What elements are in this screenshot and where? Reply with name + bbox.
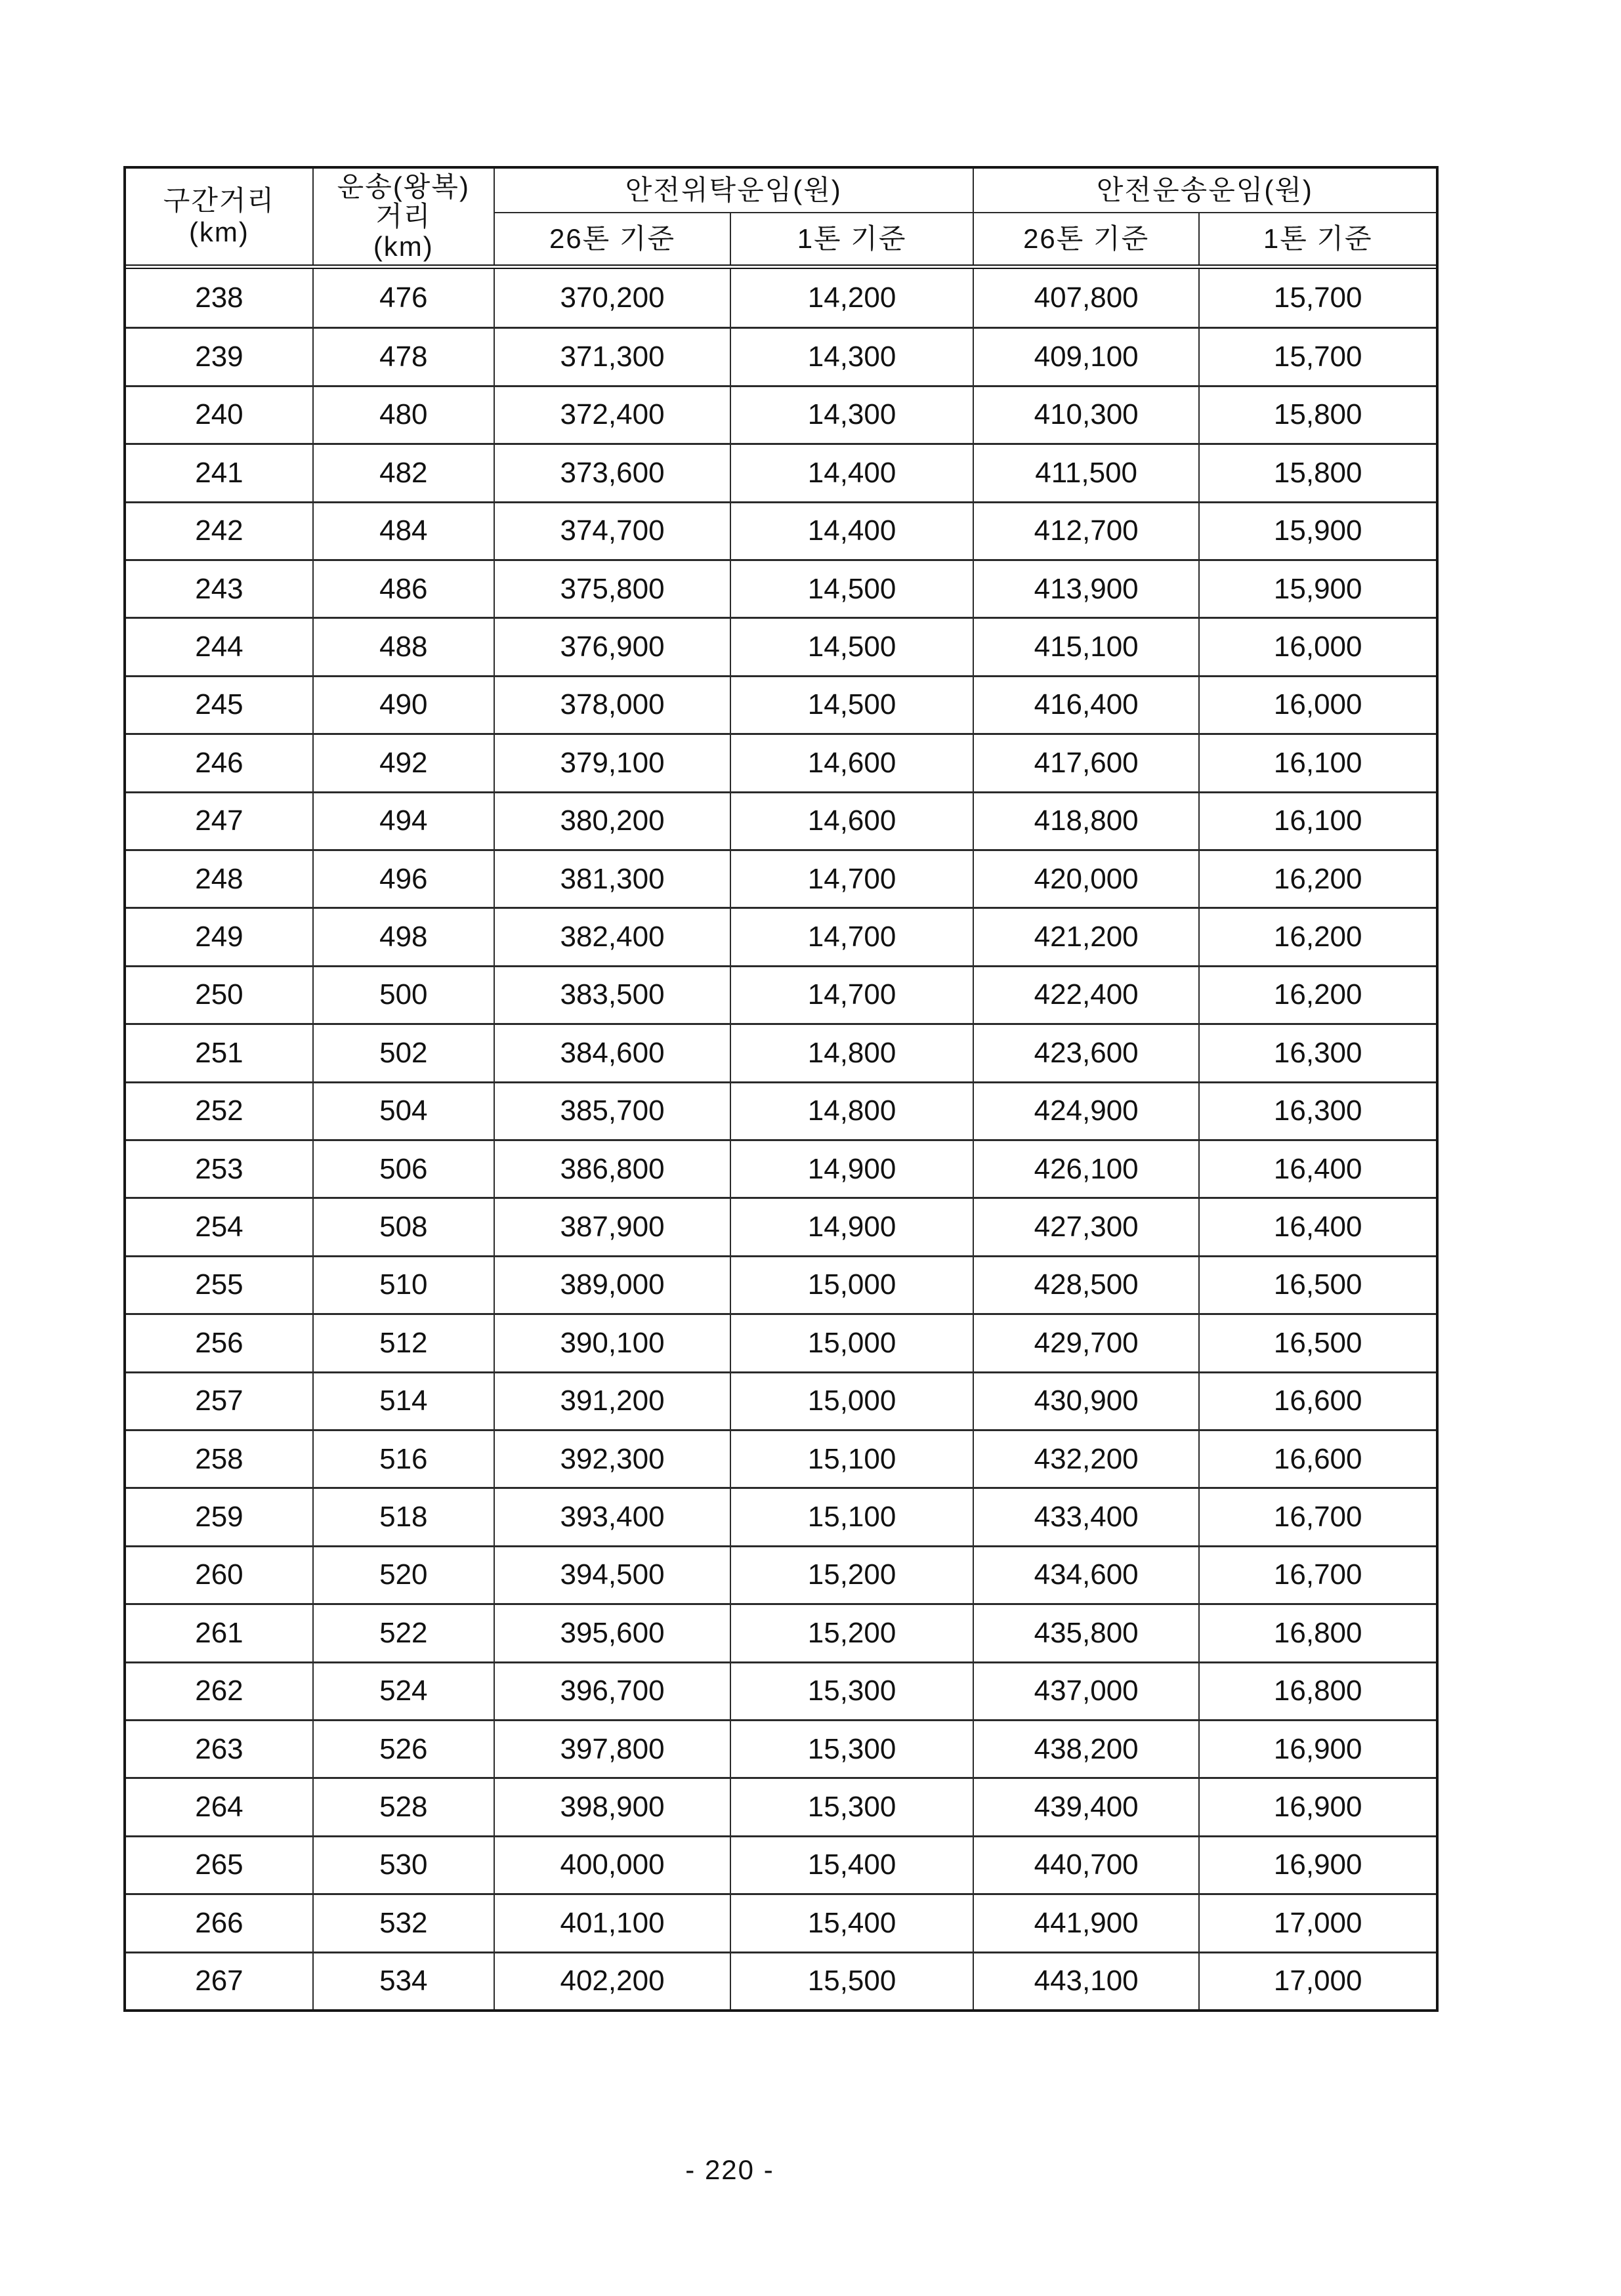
table-row <box>126 1603 1436 1661</box>
cell-consignment-fare-26t: 382,400 <box>494 909 730 965</box>
cell-section-distance-km: 249 <box>195 921 243 953</box>
cell-consignment-fare-26t: 396,700 <box>494 1663 730 1719</box>
cell-transport-fare-1t: 16,900 <box>1198 1837 1436 1893</box>
cell-transport-fare-26t: 429,700 <box>973 1315 1199 1371</box>
table-row <box>126 1139 1436 1197</box>
cell-transport-fare-26t: 433,400 <box>973 1489 1199 1545</box>
table-row <box>126 269 1436 327</box>
table-body <box>126 269 1436 2009</box>
table-row <box>126 385 1436 443</box>
cell-consignment-fare-26t: 402,200 <box>494 1953 730 2009</box>
cell-roundtrip-distance-km: 532 <box>312 1895 494 1951</box>
cell-section-distance-km: 258 <box>195 1442 243 1475</box>
cell-consignment-fare-26t: 394,500 <box>494 1547 730 1603</box>
cell-consignment-fare-1t: 14,400 <box>730 445 973 501</box>
cell-section-distance-km: 252 <box>195 1095 243 1127</box>
cell-transport-fare-1t: 16,500 <box>1198 1257 1436 1313</box>
cell-roundtrip-distance-km: 514 <box>312 1373 494 1429</box>
cell-transport-fare-1t: 16,800 <box>1198 1663 1436 1719</box>
cell-consignment-fare-26t: 385,700 <box>494 1083 730 1139</box>
cell-consignment-fare-26t: 393,400 <box>494 1489 730 1545</box>
cell-consignment-fare-1t: 14,500 <box>730 619 973 675</box>
cell-consignment-fare-26t: 379,100 <box>494 735 730 791</box>
cell-section-distance-km: 246 <box>195 746 243 779</box>
cell-transport-fare-26t: 427,300 <box>973 1199 1199 1255</box>
cell-transport-fare-26t: 409,100 <box>973 329 1199 385</box>
cell-consignment-fare-1t: 15,200 <box>730 1547 973 1603</box>
cell-consignment-fare-26t: 386,800 <box>494 1141 730 1197</box>
cell-consignment-fare-1t: 14,700 <box>730 909 973 965</box>
cell-consignment-fare-1t: 14,200 <box>730 269 973 327</box>
table-row <box>126 849 1436 907</box>
cell-transport-fare-26t: 421,200 <box>973 909 1199 965</box>
cell-transport-fare-1t: 16,400 <box>1198 1199 1436 1255</box>
cell-transport-fare-1t: 16,900 <box>1198 1721 1436 1777</box>
cell-consignment-fare-26t: 395,600 <box>494 1605 730 1661</box>
cell-section-distance-km: 267 <box>195 1965 243 1997</box>
table-row <box>126 733 1436 791</box>
cell-transport-fare-26t: 437,000 <box>973 1663 1199 1719</box>
cell-consignment-fare-1t: 14,600 <box>730 735 973 791</box>
cell-consignment-fare-26t: 387,900 <box>494 1199 730 1255</box>
cell-consignment-fare-26t: 374,700 <box>494 503 730 559</box>
cell-transport-fare-1t: 16,600 <box>1198 1373 1436 1429</box>
cell-transport-fare-26t: 423,600 <box>973 1025 1199 1081</box>
table-row <box>126 907 1436 965</box>
cell-roundtrip-distance-km: 508 <box>312 1199 494 1255</box>
cell-roundtrip-distance-km: 526 <box>312 1721 494 1777</box>
header-transport-1t: 1톤 기준 <box>1198 213 1436 264</box>
cell-roundtrip-distance-km: 492 <box>312 735 494 791</box>
cell-transport-fare-26t: 410,300 <box>973 387 1199 443</box>
table-row <box>126 1777 1436 1835</box>
cell-consignment-fare-1t: 15,400 <box>730 1837 973 1893</box>
cell-consignment-fare-26t: 400,000 <box>494 1837 730 1893</box>
cell-roundtrip-distance-km: 512 <box>312 1315 494 1371</box>
cell-roundtrip-distance-km: 486 <box>312 561 494 617</box>
table-row <box>126 675 1436 733</box>
cell-roundtrip-distance-km: 518 <box>312 1489 494 1545</box>
table-row <box>126 1313 1436 1371</box>
cell-roundtrip-distance-km: 506 <box>312 1141 494 1197</box>
cell-consignment-fare-1t: 14,800 <box>730 1083 973 1139</box>
table-row <box>126 1545 1436 1603</box>
cell-transport-fare-26t: 435,800 <box>973 1605 1199 1661</box>
cell-transport-fare-26t: 424,900 <box>973 1083 1199 1139</box>
cell-section-distance-km: 266 <box>195 1906 243 1939</box>
cell-consignment-fare-26t: 381,300 <box>494 851 730 907</box>
header-roundtrip-distance-line2: 거리 <box>375 201 432 232</box>
cell-consignment-fare-26t: 378,000 <box>494 677 730 733</box>
cell-section-distance-km: 257 <box>195 1385 243 1417</box>
cell-section-distance-km: 238 <box>195 282 243 314</box>
cell-consignment-fare-26t: 397,800 <box>494 1721 730 1777</box>
cell-section-distance-km: 243 <box>195 572 243 605</box>
cell-transport-fare-26t: 438,200 <box>973 1721 1199 1777</box>
cell-section-distance-km: 261 <box>195 1616 243 1649</box>
table-row <box>126 1952 1436 2009</box>
table-row <box>126 501 1436 559</box>
cell-roundtrip-distance-km: 488 <box>312 619 494 675</box>
cell-consignment-fare-1t: 15,000 <box>730 1257 973 1313</box>
table-header <box>126 169 1436 264</box>
cell-transport-fare-26t: 413,900 <box>973 561 1199 617</box>
header-consignment-1t: 1톤 기준 <box>730 213 973 264</box>
table-row <box>126 1255 1436 1313</box>
cell-consignment-fare-1t: 15,300 <box>730 1663 973 1719</box>
cell-consignment-fare-1t: 14,600 <box>730 793 973 849</box>
cell-roundtrip-distance-km: 490 <box>312 677 494 733</box>
table-row <box>126 1023 1436 1081</box>
cell-transport-fare-26t: 407,800 <box>973 269 1199 327</box>
cell-transport-fare-1t: 16,700 <box>1198 1489 1436 1545</box>
cell-consignment-fare-26t: 380,200 <box>494 793 730 849</box>
cell-section-distance-km: 242 <box>195 514 243 547</box>
cell-transport-fare-26t: 434,600 <box>973 1547 1199 1603</box>
cell-consignment-fare-26t: 372,400 <box>494 387 730 443</box>
cell-transport-fare-26t: 416,400 <box>973 677 1199 733</box>
cell-transport-fare-1t: 16,400 <box>1198 1141 1436 1197</box>
cell-consignment-fare-1t: 15,200 <box>730 1605 973 1661</box>
cell-consignment-fare-26t: 373,600 <box>494 445 730 501</box>
cell-consignment-fare-26t: 375,800 <box>494 561 730 617</box>
cell-transport-fare-1t: 15,800 <box>1198 387 1436 443</box>
cell-roundtrip-distance-km: 510 <box>312 1257 494 1313</box>
cell-consignment-fare-26t: 392,300 <box>494 1431 730 1487</box>
cell-transport-fare-26t: 426,100 <box>973 1141 1199 1197</box>
cell-roundtrip-distance-km: 516 <box>312 1431 494 1487</box>
cell-section-distance-km: 255 <box>195 1268 243 1301</box>
cell-transport-fare-26t: 443,100 <box>973 1953 1199 2009</box>
cell-consignment-fare-1t: 15,000 <box>730 1315 973 1371</box>
header-roundtrip-distance <box>312 169 494 264</box>
table-row <box>126 1371 1436 1429</box>
table-row <box>126 1661 1436 1719</box>
cell-consignment-fare-1t: 14,700 <box>730 967 973 1023</box>
cell-transport-fare-1t: 15,900 <box>1198 561 1436 617</box>
cell-section-distance-km: 256 <box>195 1326 243 1359</box>
cell-consignment-fare-26t: 371,300 <box>494 329 730 385</box>
table-row <box>126 965 1436 1023</box>
table-row <box>126 443 1436 501</box>
cell-consignment-fare-1t: 14,800 <box>730 1025 973 1081</box>
cell-consignment-fare-26t: 390,100 <box>494 1315 730 1371</box>
cell-transport-fare-1t: 16,200 <box>1198 909 1436 965</box>
header-roundtrip-distance-line3: (km) <box>373 230 434 262</box>
cell-transport-fare-26t: 440,700 <box>973 1837 1199 1893</box>
cell-consignment-fare-1t: 14,300 <box>730 387 973 443</box>
cell-section-distance-km: 248 <box>195 862 243 895</box>
cell-consignment-fare-1t: 14,500 <box>730 561 973 617</box>
cell-section-distance-km: 251 <box>195 1036 243 1069</box>
cell-consignment-fare-1t: 14,500 <box>730 677 973 733</box>
cell-section-distance-km: 264 <box>195 1791 243 1824</box>
table-row <box>126 327 1436 385</box>
cell-transport-fare-1t: 16,200 <box>1198 851 1436 907</box>
cell-section-distance-km: 247 <box>195 804 243 837</box>
cell-transport-fare-1t: 16,900 <box>1198 1779 1436 1835</box>
cell-roundtrip-distance-km: 498 <box>312 909 494 965</box>
cell-transport-fare-26t: 441,900 <box>973 1895 1199 1951</box>
cell-transport-fare-1t: 15,900 <box>1198 503 1436 559</box>
cell-consignment-fare-1t: 14,700 <box>730 851 973 907</box>
cell-section-distance-km: 241 <box>195 456 243 489</box>
cell-roundtrip-distance-km: 520 <box>312 1547 494 1603</box>
header-transport-26t: 26톤 기준 <box>973 213 1199 264</box>
cell-transport-fare-1t: 16,300 <box>1198 1083 1436 1139</box>
cell-transport-fare-1t: 15,800 <box>1198 445 1436 501</box>
cell-consignment-fare-1t: 15,300 <box>730 1779 973 1835</box>
cell-roundtrip-distance-km: 524 <box>312 1663 494 1719</box>
cell-consignment-fare-26t: 389,000 <box>494 1257 730 1313</box>
cell-roundtrip-distance-km: 480 <box>312 387 494 443</box>
cell-roundtrip-distance-km: 522 <box>312 1605 494 1661</box>
cell-roundtrip-distance-km: 528 <box>312 1779 494 1835</box>
cell-consignment-fare-1t: 14,400 <box>730 503 973 559</box>
cell-roundtrip-distance-km: 534 <box>312 1953 494 2009</box>
cell-consignment-fare-1t: 15,500 <box>730 1953 973 2009</box>
table-row <box>126 1719 1436 1777</box>
cell-transport-fare-1t: 17,000 <box>1198 1953 1436 2009</box>
table-row <box>126 1893 1436 1951</box>
cell-section-distance-km: 250 <box>195 978 243 1011</box>
header-section-distance-line1: 구간거리 <box>163 184 276 216</box>
cell-roundtrip-distance-km: 476 <box>312 269 494 327</box>
cell-consignment-fare-26t: 398,900 <box>494 1779 730 1835</box>
cell-transport-fare-26t: 420,000 <box>973 851 1199 907</box>
header-roundtrip-distance-line1: 운송(왕복) <box>337 171 470 202</box>
cell-section-distance-km: 260 <box>195 1558 243 1591</box>
header-safe-consignment-fare-group: 안전위탁운임(원) <box>494 169 973 213</box>
cell-transport-fare-1t: 16,000 <box>1198 677 1436 733</box>
cell-section-distance-km: 263 <box>195 1732 243 1765</box>
cell-transport-fare-26t: 411,500 <box>973 445 1199 501</box>
cell-consignment-fare-26t: 370,200 <box>494 269 730 327</box>
cell-roundtrip-distance-km: 500 <box>312 967 494 1023</box>
cell-transport-fare-26t: 412,700 <box>973 503 1199 559</box>
cell-transport-fare-1t: 15,700 <box>1198 329 1436 385</box>
cell-consignment-fare-26t: 376,900 <box>494 619 730 675</box>
cell-transport-fare-1t: 16,200 <box>1198 967 1436 1023</box>
cell-consignment-fare-26t: 391,200 <box>494 1373 730 1429</box>
table-row <box>126 1835 1436 1893</box>
cell-transport-fare-1t: 17,000 <box>1198 1895 1436 1951</box>
cell-section-distance-km: 239 <box>195 341 243 373</box>
cell-section-distance-km: 254 <box>195 1211 243 1243</box>
table-row <box>126 791 1436 849</box>
cell-consignment-fare-1t: 15,400 <box>730 1895 973 1951</box>
cell-consignment-fare-1t: 15,100 <box>730 1431 973 1487</box>
cell-transport-fare-26t: 432,200 <box>973 1431 1199 1487</box>
cell-section-distance-km: 244 <box>195 631 243 663</box>
cell-section-distance-km: 245 <box>195 688 243 721</box>
cell-transport-fare-1t: 16,000 <box>1198 619 1436 675</box>
cell-transport-fare-26t: 418,800 <box>973 793 1199 849</box>
cell-transport-fare-1t: 16,700 <box>1198 1547 1436 1603</box>
cell-section-distance-km: 253 <box>195 1152 243 1185</box>
cell-consignment-fare-1t: 15,300 <box>730 1721 973 1777</box>
cell-transport-fare-1t: 16,500 <box>1198 1315 1436 1371</box>
cell-section-distance-km: 265 <box>195 1848 243 1881</box>
header-section-distance-line2: (km) <box>188 217 249 247</box>
cell-transport-fare-26t: 439,400 <box>973 1779 1199 1835</box>
cell-roundtrip-distance-km: 482 <box>312 445 494 501</box>
cell-transport-fare-1t: 16,100 <box>1198 735 1436 791</box>
cell-roundtrip-distance-km: 484 <box>312 503 494 559</box>
cell-roundtrip-distance-km: 494 <box>312 793 494 849</box>
header-safe-transport-fare-group: 안전운송운임(원) <box>973 169 1436 213</box>
cell-consignment-fare-26t: 383,500 <box>494 967 730 1023</box>
cell-transport-fare-26t: 417,600 <box>973 735 1199 791</box>
cell-consignment-fare-1t: 14,900 <box>730 1199 973 1255</box>
table-row <box>126 559 1436 617</box>
cell-transport-fare-26t: 428,500 <box>973 1257 1199 1313</box>
table-row <box>126 1429 1436 1487</box>
cell-transport-fare-1t: 16,600 <box>1198 1431 1436 1487</box>
cell-consignment-fare-1t: 14,300 <box>730 329 973 385</box>
table-row <box>126 1197 1436 1255</box>
cell-consignment-fare-26t: 384,600 <box>494 1025 730 1081</box>
header-section-distance <box>126 169 312 264</box>
cell-transport-fare-1t: 16,800 <box>1198 1605 1436 1661</box>
fare-table <box>123 166 1439 2012</box>
page-number: - 220 - <box>685 2154 774 2185</box>
header-body-double-rule <box>126 264 1436 269</box>
cell-roundtrip-distance-km: 478 <box>312 329 494 385</box>
cell-roundtrip-distance-km: 530 <box>312 1837 494 1893</box>
cell-section-distance-km: 259 <box>195 1501 243 1534</box>
table-row <box>126 1487 1436 1545</box>
cell-roundtrip-distance-km: 496 <box>312 851 494 907</box>
cell-roundtrip-distance-km: 502 <box>312 1025 494 1081</box>
cell-transport-fare-26t: 415,100 <box>973 619 1199 675</box>
cell-transport-fare-1t: 16,300 <box>1198 1025 1436 1081</box>
cell-section-distance-km: 262 <box>195 1675 243 1707</box>
cell-roundtrip-distance-km: 504 <box>312 1083 494 1139</box>
cell-consignment-fare-1t: 15,100 <box>730 1489 973 1545</box>
cell-consignment-fare-26t: 401,100 <box>494 1895 730 1951</box>
cell-transport-fare-26t: 422,400 <box>973 967 1199 1023</box>
table-row <box>126 1081 1436 1139</box>
cell-transport-fare-1t: 15,700 <box>1198 269 1436 327</box>
cell-consignment-fare-1t: 14,900 <box>730 1141 973 1197</box>
table-row <box>126 617 1436 675</box>
header-consignment-26t: 26톤 기준 <box>494 213 730 264</box>
cell-transport-fare-26t: 430,900 <box>973 1373 1199 1429</box>
cell-consignment-fare-1t: 15,000 <box>730 1373 973 1429</box>
cell-section-distance-km: 240 <box>195 398 243 431</box>
cell-transport-fare-1t: 16,100 <box>1198 793 1436 849</box>
